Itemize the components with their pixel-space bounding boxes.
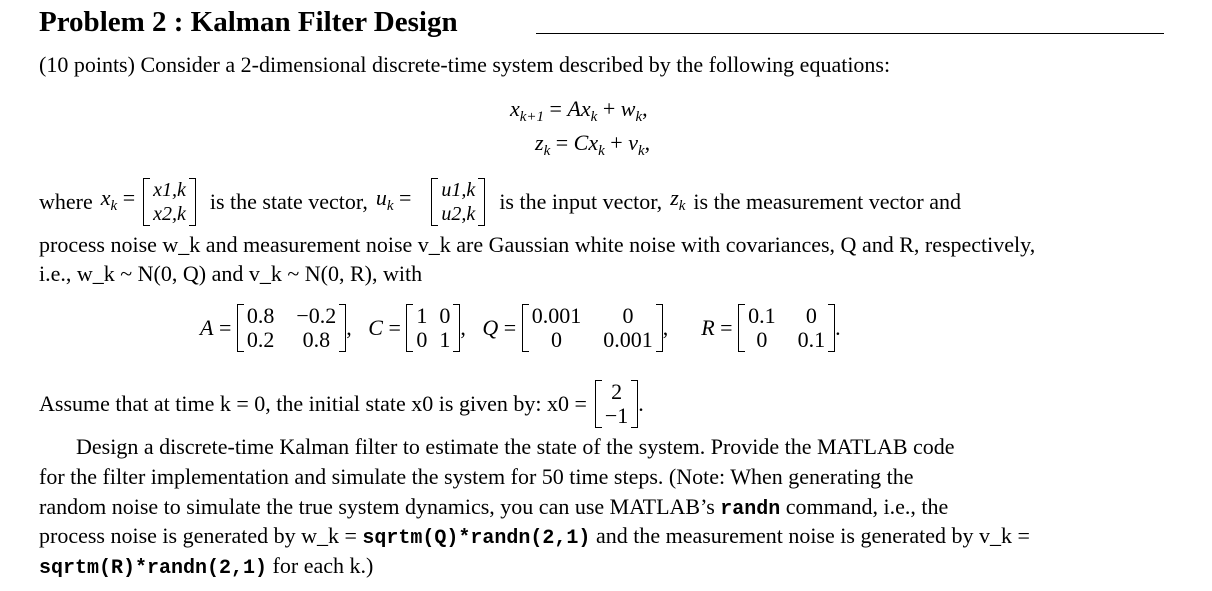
page-title: Problem 2 : Kalman Filter Design bbox=[39, 6, 458, 38]
matrix-q: 0.001 0 0 0.001 bbox=[522, 304, 663, 352]
state-vector-text: is the state vector, bbox=[209, 189, 368, 214]
randn-code: randn bbox=[720, 498, 781, 521]
input-vector: u1,k u2,k bbox=[431, 178, 485, 226]
initial-state-text: Assume that at time k = 0, the initial state x0 is given by: x0 = bbox=[39, 391, 587, 416]
system-matrices: A = 0.8 −0.2 0.2 0.8 , C = 1 0 0 1 , Q = 0.001 0 0 0.001 , R = 0.1 0 0 0.1 . bbox=[200, 303, 841, 352]
equation-measurement: $z_k = Cx_k + v_k$, bbox=[535, 130, 651, 159]
intro-text: (10 points) Consider a 2-dimensional discrete-time system described by the following equations: bbox=[39, 52, 891, 77]
equation-state: $x_{k+1} = Ax_k + w_k$, bbox=[510, 96, 648, 125]
task-line-5: sqrtm(R)*randn(2,1) for each k.) bbox=[39, 553, 374, 580]
matrix-a: 0.8 −0.2 0.2 0.8 bbox=[237, 304, 346, 352]
task-line-2: for the filter implementation and simulate the system for 50 time steps. (Note: When generating the bbox=[39, 464, 914, 489]
matrix-r: 0.1 0 0 0.1 bbox=[738, 304, 835, 352]
task-line-4: process noise is generated by w_k = sqrtm(Q)*randn(2,1) and the measurement noise is generated by v_k = bbox=[39, 523, 1030, 550]
measurement-noise-code: sqrtm(R)*randn(2,1) bbox=[39, 557, 268, 580]
input-vector-text: is the input vector, bbox=[499, 189, 663, 214]
task-line-1: Design a discrete-time Kalman filter to estimate the state of the system. Provide the MATLAB code bbox=[76, 434, 955, 459]
initial-state-line: Assume that at time k = 0, the initial state x0 is given by: x0 = 2 −1 . bbox=[39, 379, 644, 428]
initial-state-vector: 2 −1 bbox=[595, 380, 638, 428]
noise-description: process noise w_k and measurement noise v_k are Gaussian white noise with covariances, Q and R, respectively, bbox=[39, 232, 1036, 257]
where-word: where bbox=[39, 189, 93, 214]
where-line: where $x_k$ = x1,k x2,k is the state vector, $u_k$ = u1,k u2,k is the input vector, $z_k$ is the measurement vector and bbox=[39, 179, 961, 225]
matrix-c: 1 0 0 1 bbox=[406, 304, 460, 352]
measurement-vector-text: is the measurement vector and bbox=[693, 189, 961, 214]
state-vector: x1,k x2,k bbox=[143, 178, 196, 226]
title-rule bbox=[536, 33, 1164, 34]
process-noise-code: sqrtm(Q)*randn(2,1) bbox=[362, 527, 591, 550]
noise-distribution: i.e., w_k ~ N(0, Q) and v_k ~ N(0, R), with bbox=[39, 261, 423, 286]
task-line-3: random noise to simulate the true system dynamics, you can use MATLAB’s randn command, i.e., the bbox=[39, 494, 949, 521]
